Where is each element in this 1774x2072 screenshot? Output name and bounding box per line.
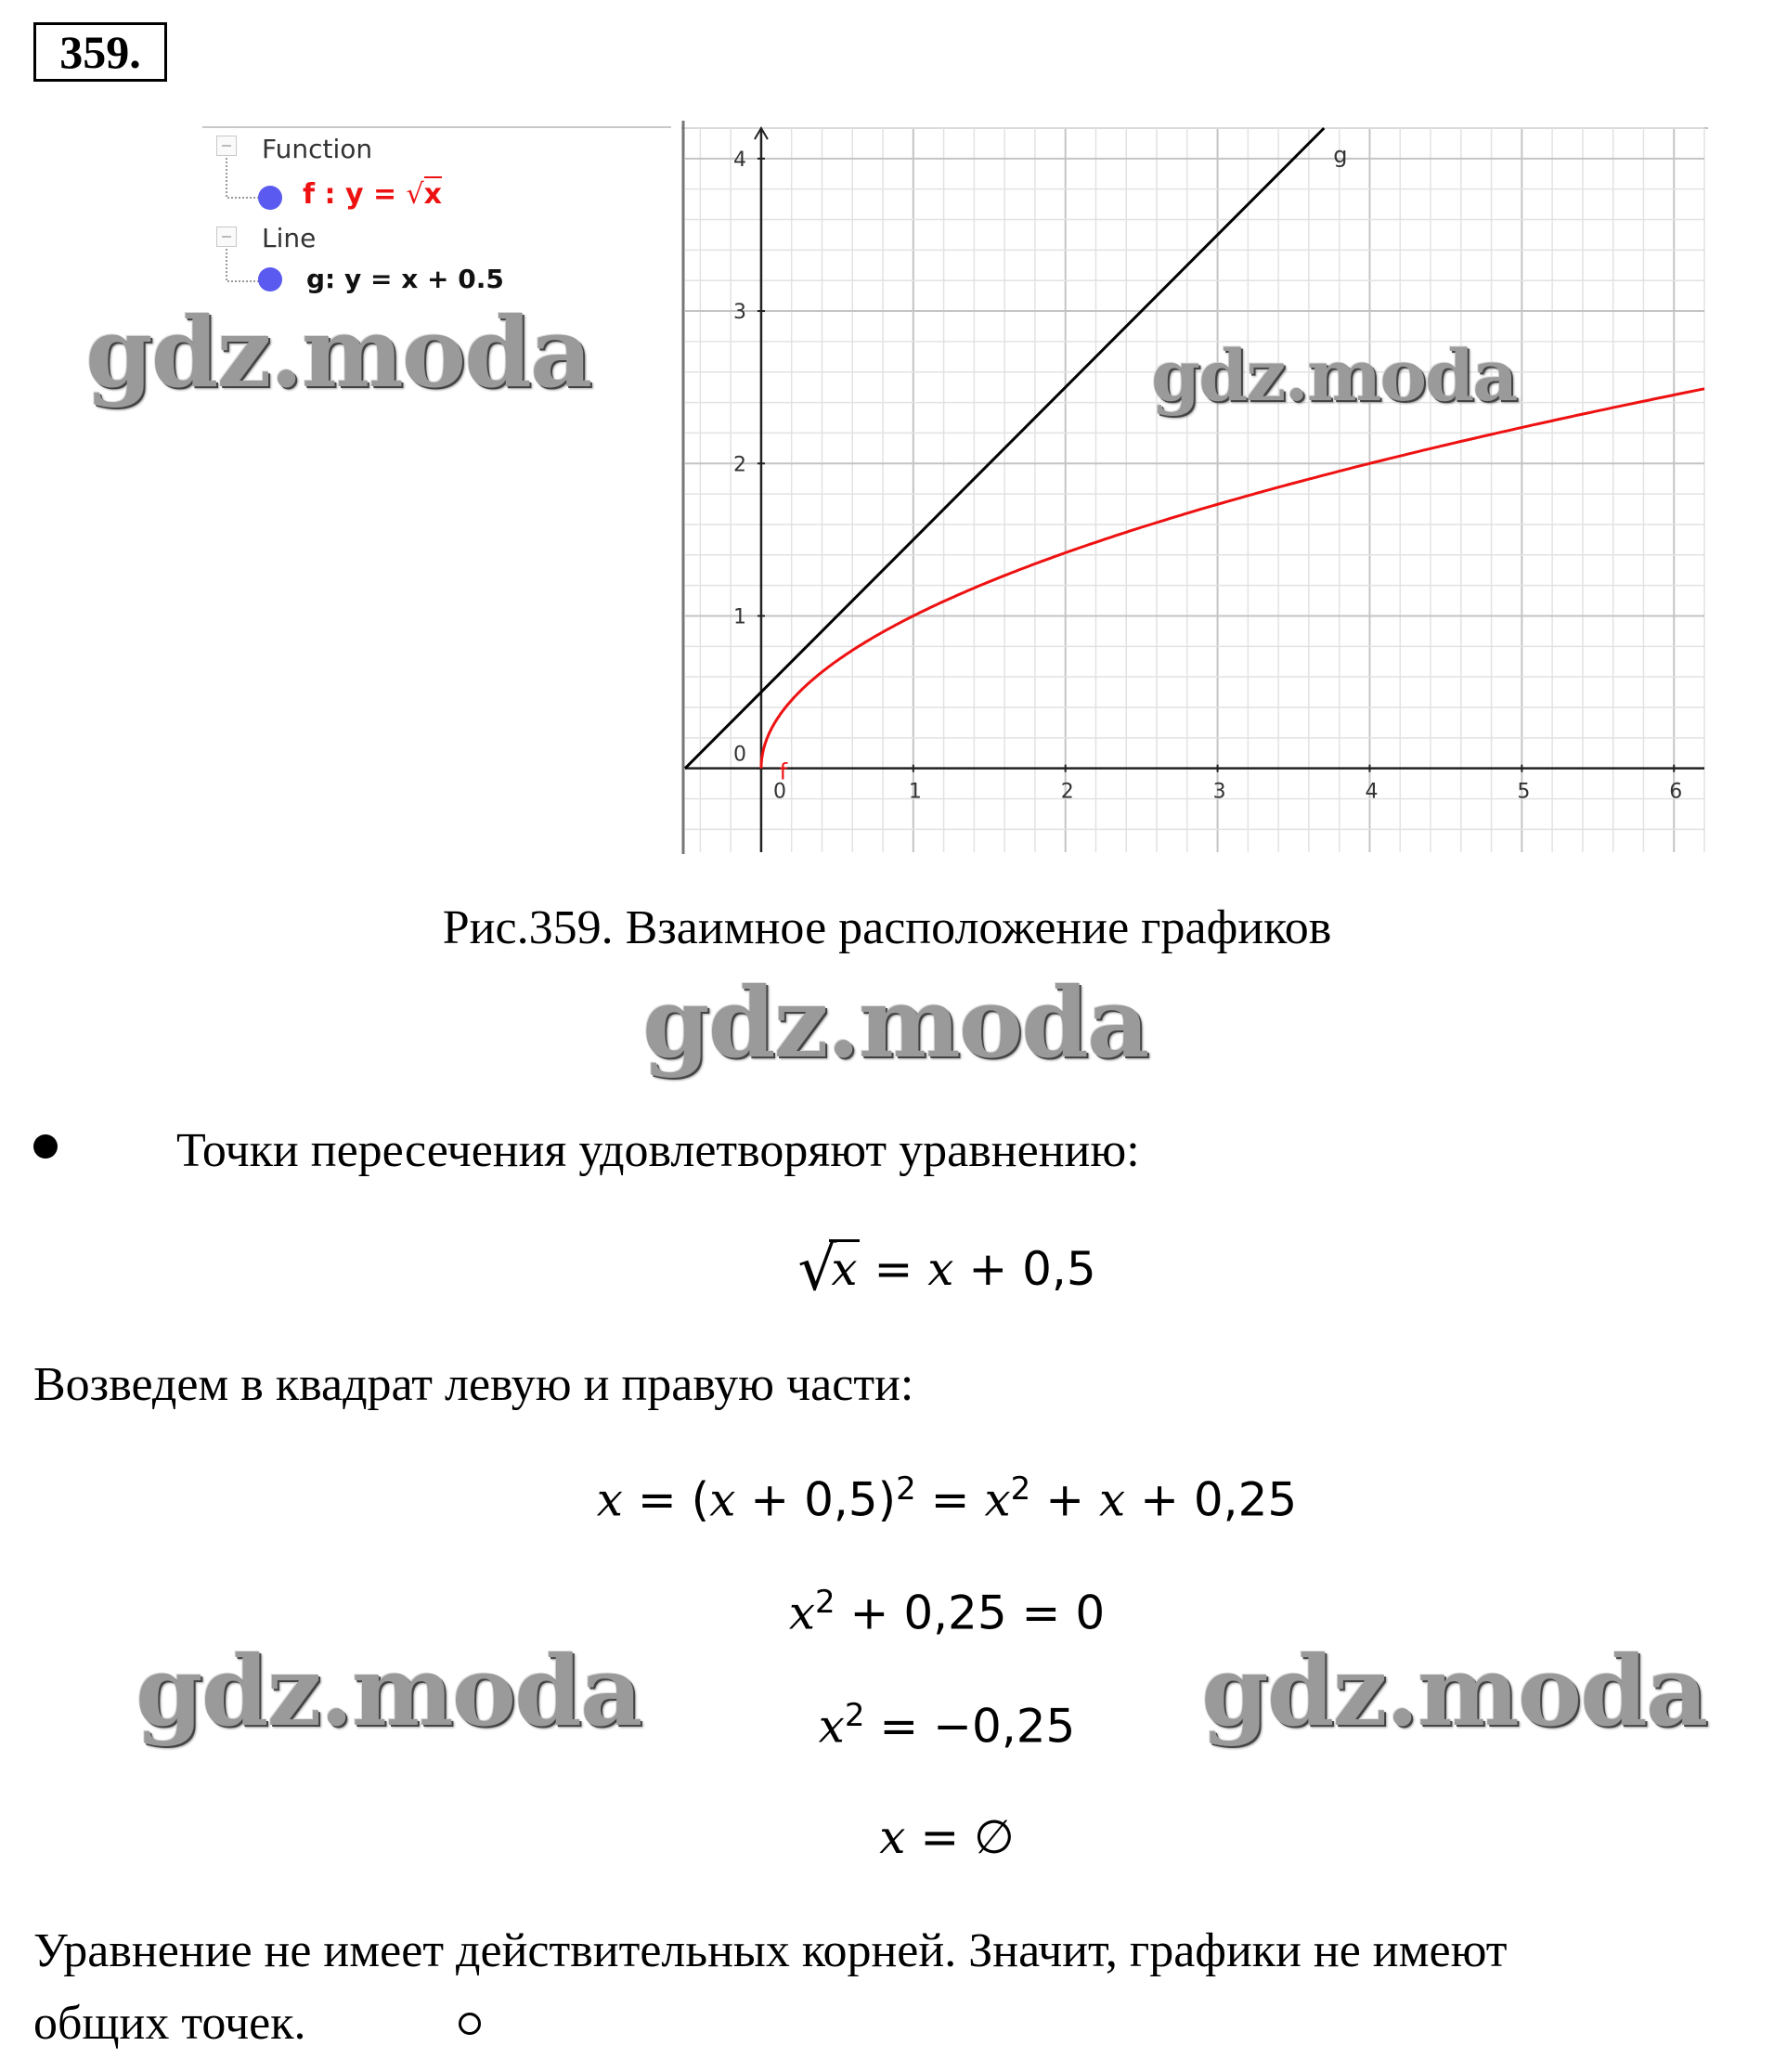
y-tick-label: 3 [732,301,746,325]
visibility-dot-g[interactable] [258,267,282,291]
sqrt-sign: √ [797,1233,837,1304]
eq5-a: x [879,1810,906,1864]
tree-line [226,249,227,280]
sqrt-expression [797,1233,859,1304]
intro-text: Точки пересечения удовлетворяют уравнению: [176,1124,1140,1177]
f-label: f : y = [303,178,407,211]
eq1-var: x [927,1242,954,1296]
eq2-i: + [1030,1472,1099,1527]
equation-5 [0,1810,1774,1864]
watermark: gdz.moda [136,1634,641,1748]
square-text: Возведем в квадрат левую и правую части: [33,1358,914,1411]
collapse-line-icon[interactable] [216,227,237,247]
eq2-f: = [915,1472,985,1527]
x-tick-label: 3 [1212,780,1226,804]
conclusion-line-1: Уравнение не имеет действительных корней. Значит, графики не имеют [33,1924,1508,1977]
series-f-curve [761,389,1704,769]
watermark: gdz.moda [85,295,591,409]
eq2-b: = ( [623,1472,710,1527]
f-radicand: x [423,178,443,211]
x-tick-label: 5 [1517,780,1531,804]
eq4-c: = −0,25 [864,1699,1076,1754]
problem-number: 359. [33,22,167,82]
sqrt-symbol: √ [406,178,424,211]
eq2-j: x [1098,1472,1126,1527]
y-tick-label: 2 [732,453,746,477]
category-line: Line [262,223,317,253]
x-tick-label: 4 [1365,780,1379,804]
line-g-definition[interactable]: g: y = x + 0.5 [306,264,504,294]
x-tick-label: 6 [1669,780,1683,804]
eq2-g: x [984,1472,1011,1527]
collapse-function-icon[interactable] [216,136,237,156]
eq1-eq: = [859,1242,928,1296]
conclusion-line-2: общих точек. [33,1997,306,2050]
y-tick-label: 4 [732,148,746,172]
eq2-k: + 0,25 [1125,1472,1298,1527]
x-tick-label: 1 [908,780,922,804]
algebra-divider [202,126,671,128]
series-g-label: g [1333,141,1348,168]
watermark: gdz.moda [642,965,1148,1080]
watermark: gdz.moda [1151,334,1517,417]
watermark: gdz.moda [1201,1634,1707,1748]
equation-4 [0,1697,1774,1754]
algebra-panel [202,126,671,312]
eq2-a: x [596,1472,623,1527]
eq3-b: 2 [815,1584,835,1621]
y-tick-label: 0 [732,743,746,767]
end-mark-icon [459,2013,481,2035]
series-f-label: f [779,758,788,785]
eq5-b: = ∅ [905,1810,1015,1864]
equation-3 [0,1584,1774,1640]
eq2-d: + 0,5) [735,1472,897,1527]
figure-caption: Рис.359. Взаимное расположение графиков [442,901,1332,954]
graph-view[interactable] [681,121,1708,854]
eq3-a: x [788,1586,816,1640]
eq2-e: 2 [896,1470,916,1508]
equation-2 [0,1470,1774,1527]
eq1-rest: + 0,5 [953,1242,1096,1296]
category-function: Function [262,134,373,164]
bullet-marker [33,1134,58,1159]
eq2-c: x [709,1472,736,1527]
equation-1 [0,1233,1774,1304]
eq3-c: + 0,25 = 0 [835,1586,1106,1640]
function-f-definition[interactable] [303,178,442,211]
eq2-h: 2 [1010,1470,1031,1508]
tree-line [226,158,227,197]
eq4-a: x [818,1699,845,1754]
x-tick-label: 0 [772,780,786,804]
eq1-radicand: x [831,1242,858,1296]
visibility-dot-f[interactable] [258,186,282,210]
x-tick-label: 2 [1060,780,1074,804]
y-tick-label: 1 [732,605,746,629]
eq4-b: 2 [844,1697,865,1734]
